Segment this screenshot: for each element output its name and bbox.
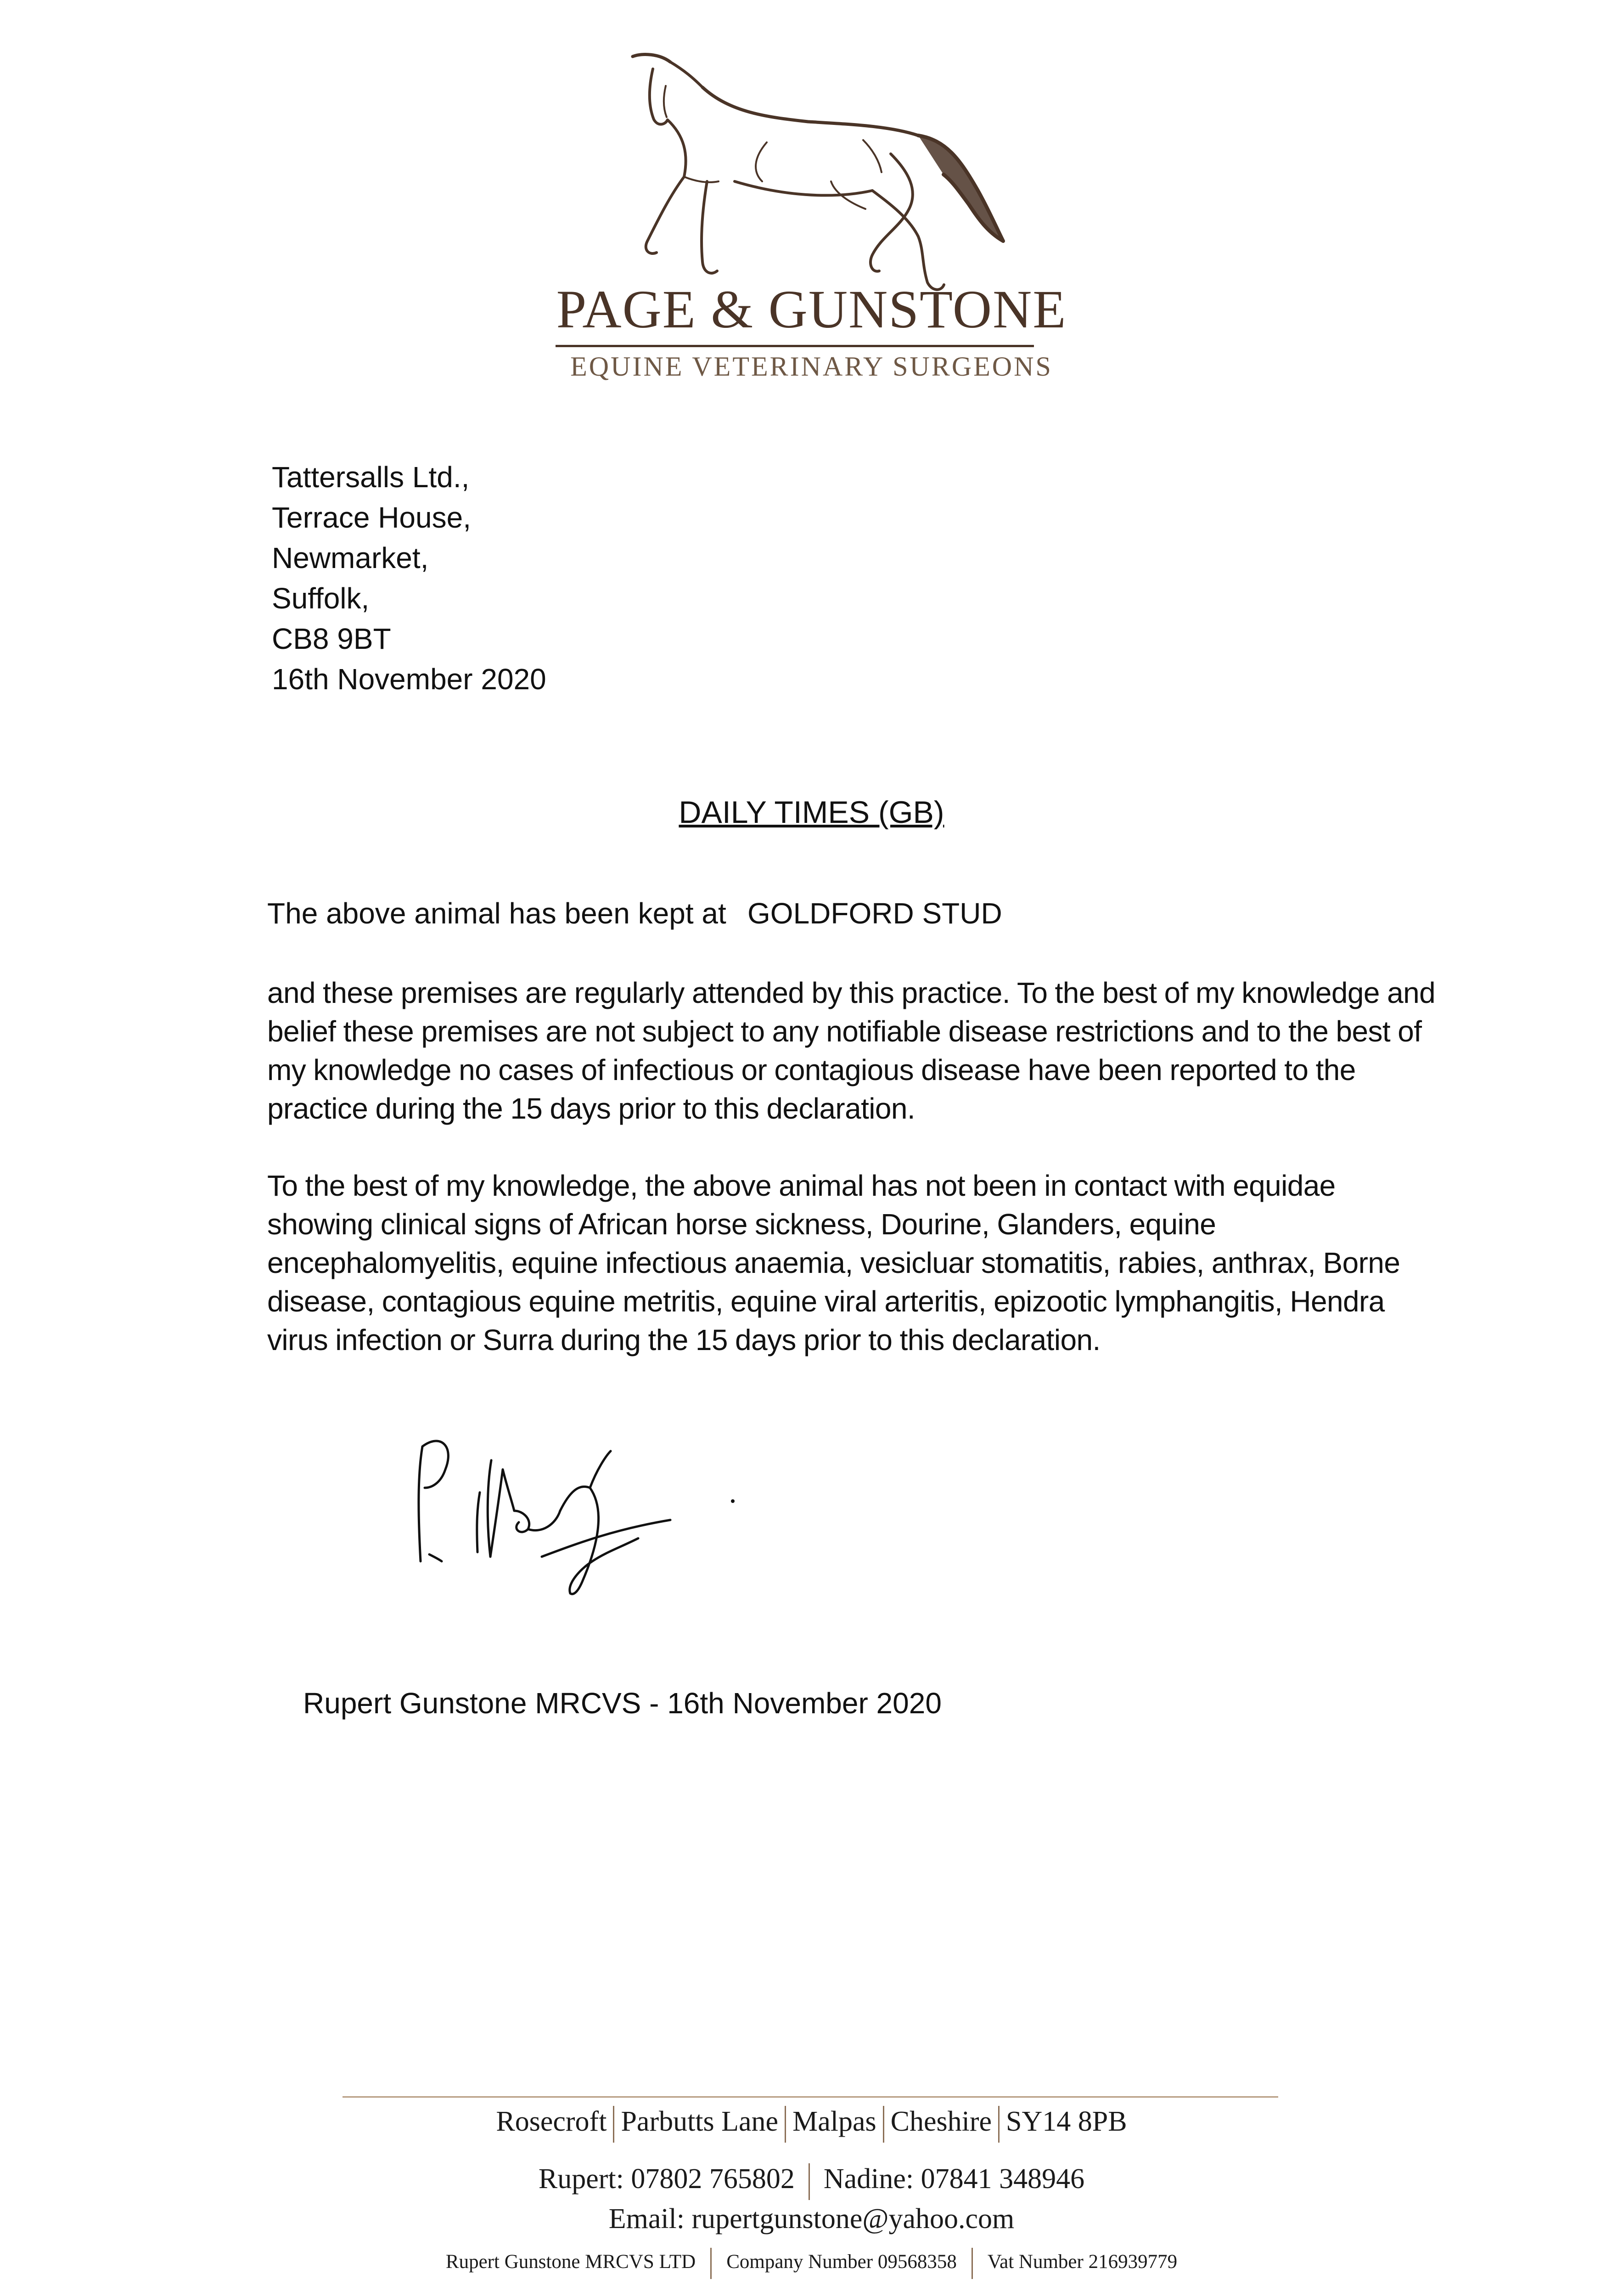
footer-address-part: Rosecroft	[496, 2106, 607, 2137]
vat-number: Vat Number 216939779	[987, 2251, 1178, 2273]
premises-name: GOLDFORD STUD	[747, 897, 1002, 930]
declaration-paragraph-2: To the best of my knowledge, the above animal has not been in contact with equidae showing clinical signs of African horse sickness, Dourine, Glanders, equine encephalomyelitis, equine infectious anaemia, vesicluar stomatitis, rabies, anthrax, Borne disease, contagious equine metritis, equine viral arteritis, epizootic lymphangitis, Hendra virus infection or Surra during the 15 days prior to this declaration.	[267, 1169, 1400, 1356]
practice-name: PAGE & GUNSTONE	[556, 279, 1067, 339]
declaration-paragraph-1: and these premises are regularly attended by this practice. To the best of my knowledge and belief these premises are not subject to any notifiable disease restrictions and to the best of my knowledge no cases of infectious or contagious disease have been reported to the practice during the 15 days prior to this declaration.	[267, 976, 1436, 1125]
horse-logo-icon	[615, 44, 1010, 301]
address-line: Newmarket,	[272, 541, 429, 574]
company-name: Rupert Gunstone MRCVS LTD	[445, 2251, 696, 2273]
footer-address-part: Cheshire	[890, 2106, 992, 2137]
footer-separator	[883, 2106, 884, 2143]
footer-address	[0, 2105, 1623, 2143]
phone-rupert: Rupert: 07802 765802	[538, 2163, 795, 2195]
signatory-line: Rupert Gunstone MRCVS - 16th November 2020	[303, 1687, 942, 1720]
letter-date: 16th November 2020	[272, 663, 546, 696]
footer-address-part: SY14 8PB	[1006, 2106, 1127, 2137]
footer-divider	[343, 2096, 1278, 2098]
company-number: Company Number 09568358	[726, 2251, 957, 2273]
phone-nadine: Nadine: 07841 348946	[823, 2163, 1085, 2195]
logo-divider	[556, 345, 1034, 347]
footer-separator	[972, 2248, 973, 2279]
practice-subtitle: EQUINE VETERINARY SURGEONS	[570, 351, 1053, 382]
handwritten-signature	[404, 1419, 735, 1603]
footer-separator	[710, 2248, 712, 2279]
address-line: Tattersalls Ltd.,	[272, 461, 470, 494]
footer-email: Email: rupertgunstone@yahoo.com	[608, 2203, 1015, 2234]
recipient-address	[272, 457, 546, 699]
footer-separator	[785, 2106, 786, 2143]
horse-name-heading: DAILY TIMES (GB)	[679, 795, 944, 830]
footer-separator	[998, 2106, 1000, 2143]
signature-dot	[731, 1499, 735, 1503]
footer-separator	[809, 2163, 810, 2200]
footer-address-part: Parbutts Lane	[621, 2106, 779, 2137]
footer-separator	[613, 2106, 614, 2143]
footer-company-details	[0, 2248, 1623, 2279]
address-line: Terrace House,	[272, 501, 471, 534]
address-line: CB8 9BT	[272, 622, 391, 655]
footer-phones	[0, 2163, 1623, 2200]
address-line: Suffolk,	[272, 582, 370, 615]
footer-address-part: Malpas	[792, 2106, 876, 2137]
kept-at-label: The above animal has been kept at	[267, 897, 726, 930]
